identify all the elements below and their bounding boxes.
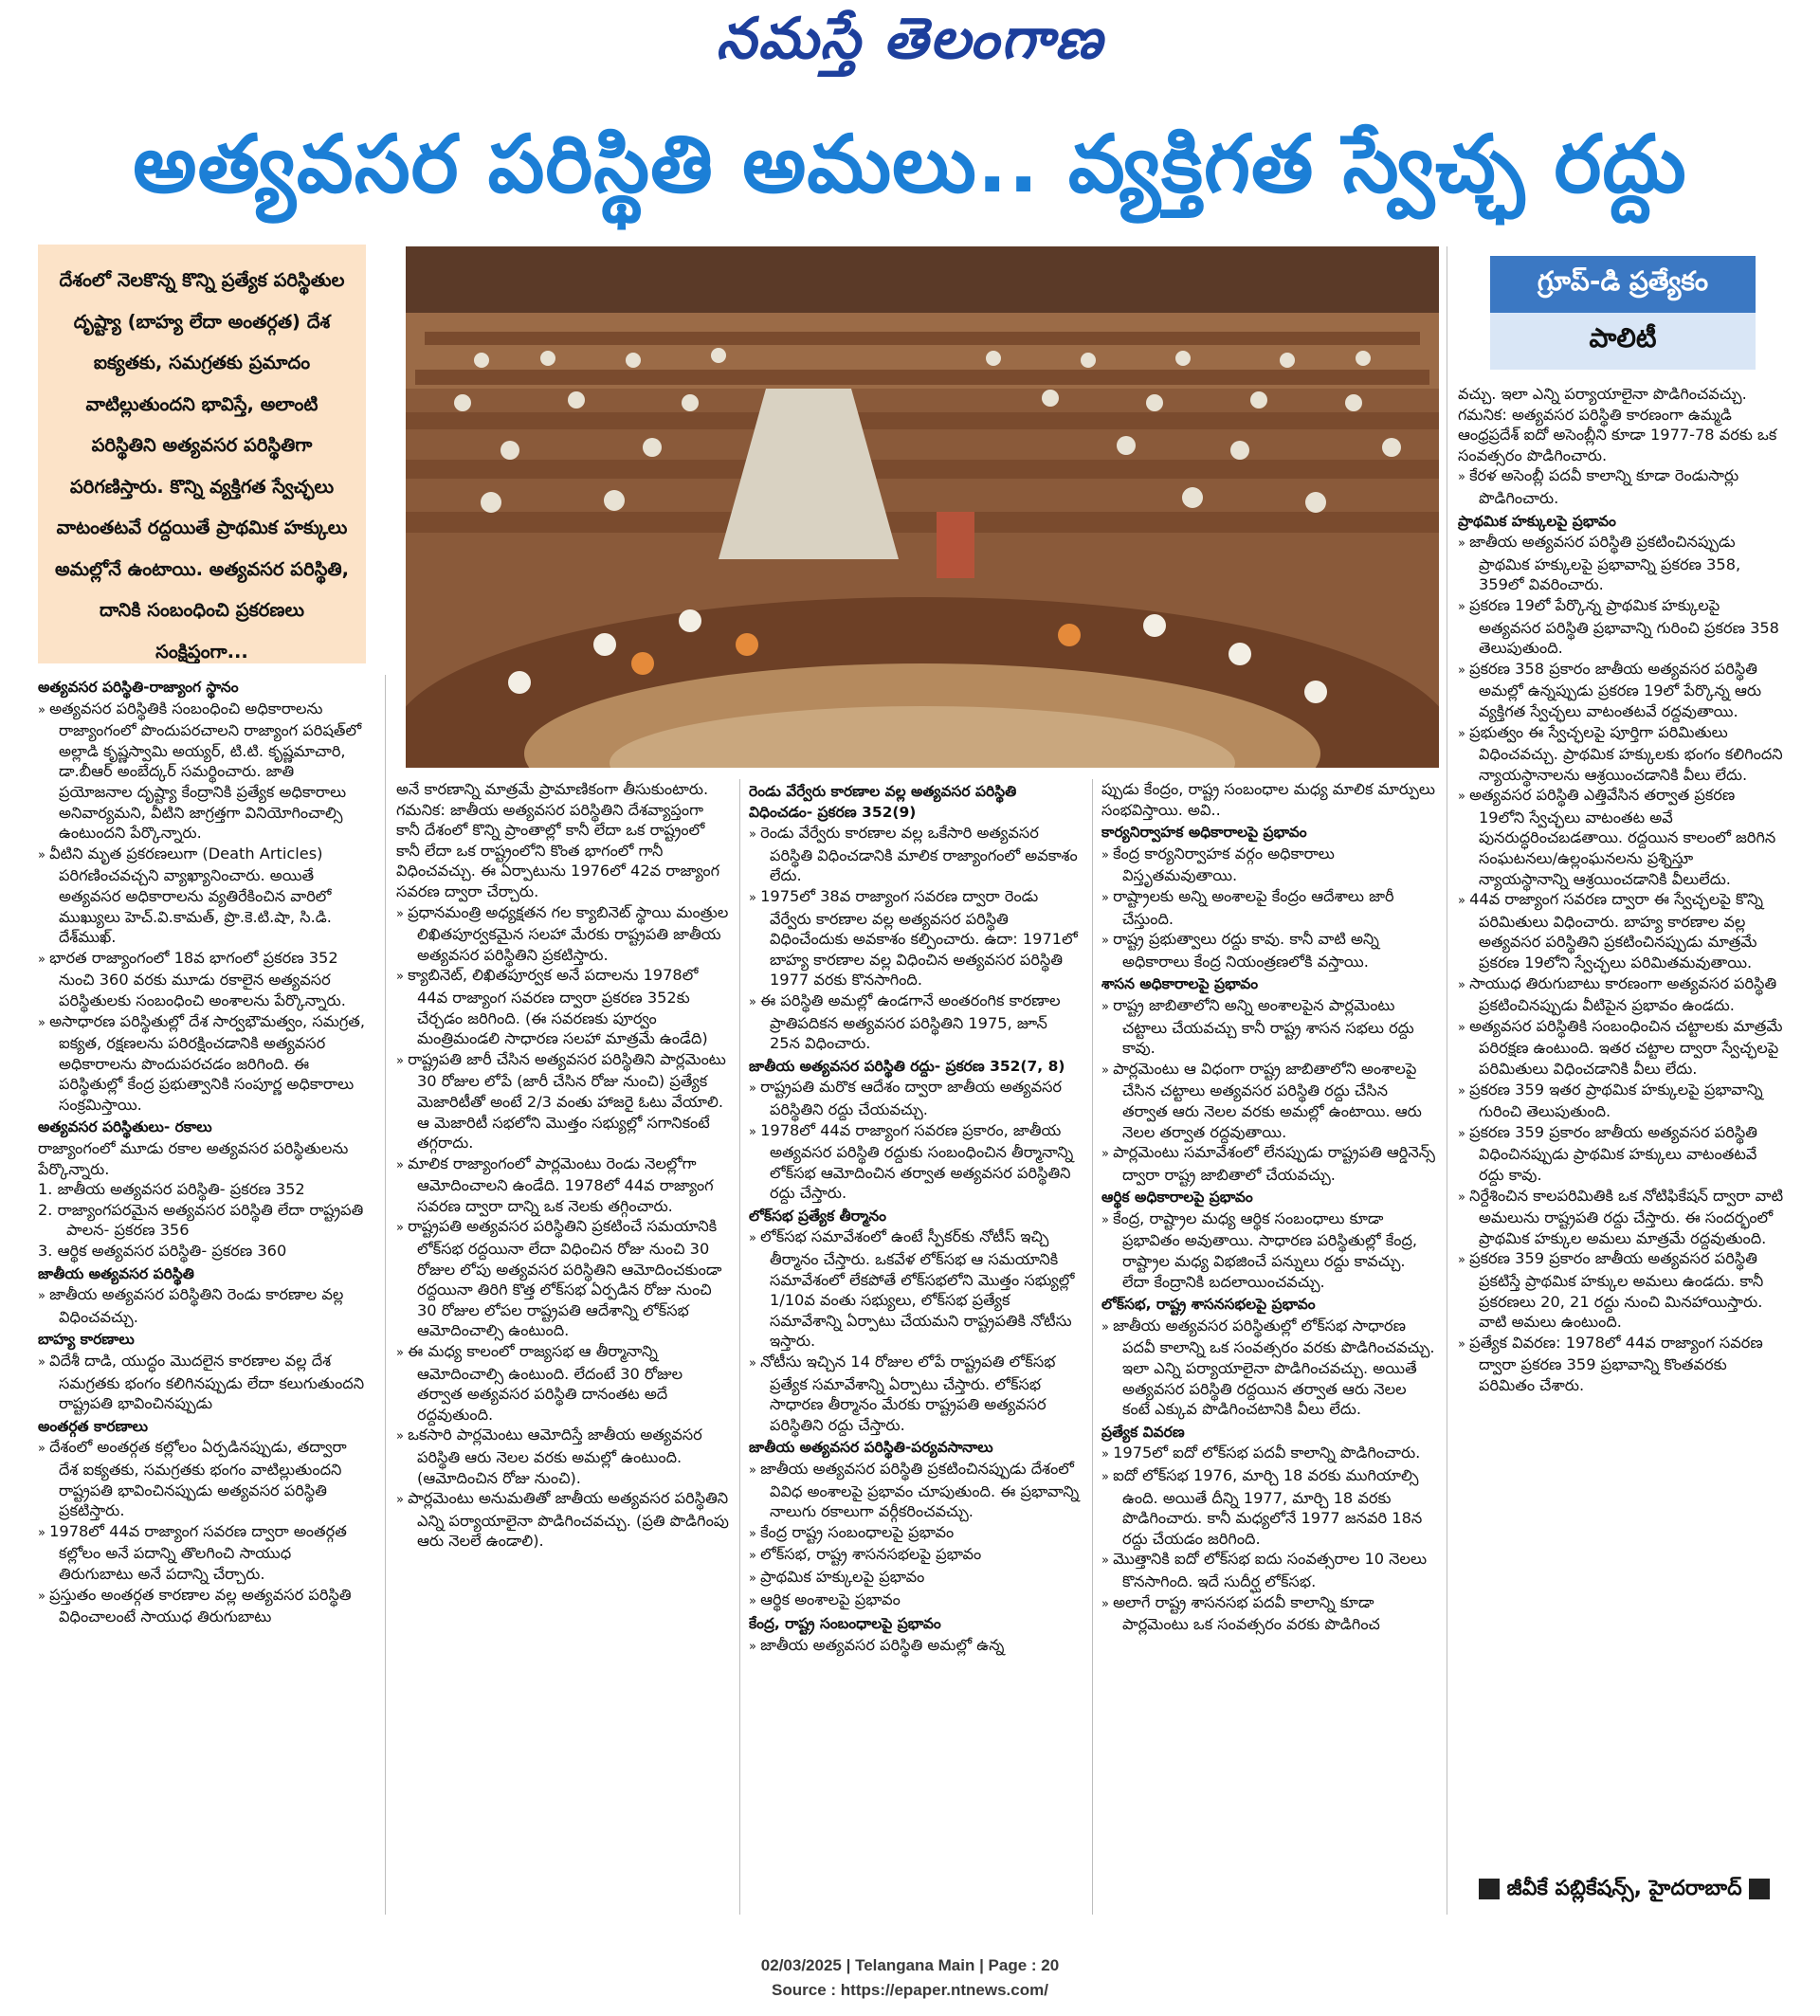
tag-group-d: గ్రూప్-డి ప్రత్యేకం — [1490, 256, 1756, 313]
bullet-icon: » — [1458, 894, 1470, 909]
bullet-icon: » — [1101, 847, 1114, 863]
bullet-icon: » — [749, 1571, 761, 1586]
bullet-paragraph: » ప్రకరణ 359 ఇతర ప్రాథమిక హక్కులపై ప్రభావాన్ని గురించి తెలుపుతుంది. — [1458, 1080, 1763, 1121]
paragraph: వచ్చు. ఇలా ఎన్ని పర్యాయాలైనా పొడిగించవచ్చు. — [1458, 385, 1747, 403]
bullet-paragraph: » ప్రకరణ 358 ప్రకారం జాతీయ అత్యవసర పరిస్థితి అమల్లో ఉన్నప్పుడు ప్రకరణ 19లో పేర్కొన్న ఆరు వ్యక్తిగత స్వేచ్ఛలు వాటంతటవే రద్దవుతాయి. — [1458, 659, 1762, 720]
bullet-paragraph: » ప్రధానమంత్రి అధ్యక్షతన గల క్యాబినెట్ స్థాయి మంత్రుల లిఖితపూర్వకమైన సలహా మేరకు రాష్ట్రపతి జాతీయ అత్యవసర పరిస్థితిని ప్రకటిస్తారు. — [396, 902, 729, 964]
bullet-icon: » — [1458, 1126, 1470, 1141]
bullet-icon: » — [1101, 1553, 1114, 1569]
numbered-item: 1. జాతీయ అత్యవసర పరిస్థితి- ప్రకరణ 352 — [38, 1180, 305, 1199]
bullet-paragraph: » 1975లో ఐదో లోక్‌సభ పదవీ కాలాన్ని పొడిగించారు. — [1101, 1444, 1421, 1462]
section-heading: జాతీయ అత్యవసర పరిస్థితి-పర్యవసానాలు — [749, 1439, 993, 1457]
bullet-paragraph: » రాష్ట్రపతి జారీ చేసిన అత్యవసర పరిస్థితిని పార్లమెంటు 30 రోజుల లోపే (జారీ చేసిన రోజు నుంచి) ప్రత్యేక మెజారిటీతో అంటే 2/3 వంతు హాజరై ఓటు వేయాలి. ఆ మెజారిటీ సభలోని మొత్తం సభ్యుల్లో సగానికంటే తగ్గరాదు. — [396, 1049, 726, 1153]
bullet-icon: » — [749, 827, 761, 843]
bullet-paragraph: » ప్రభుత్వం ఈ స్వేచ్ఛలపై పూర్తిగా పరిమితులు విధించవచ్చు. ప్రాథమిక హక్కులకు భంగం కలిగిందని న్యాయస్థానాలను ఆశ్రయించడానికి వీలు లేదు. — [1458, 722, 1783, 784]
bullet-paragraph: » నోటీసు ఇచ్చిన 14 రోజుల లోపే రాష్ట్రపతి లోక్‌సభ ప్రత్యేక సమావేశాన్ని ఏర్పాటు చేస్తారు. లోక్‌సభ సాధారణ తీర్మానం మేరకు రాష్ట్రపతి అత్యవసర పరిస్థితిని రద్దు చేస్తారు. — [749, 1353, 1056, 1434]
article-column-3 — [749, 779, 1083, 1915]
article-column-1 — [38, 675, 366, 1915]
column-divider — [1092, 779, 1093, 1915]
masthead-logo: నమస్తే తెలంగాణ — [716, 6, 1104, 72]
bullet-icon: » — [1101, 1147, 1114, 1162]
article-column-5 — [1458, 384, 1785, 1867]
bullet-paragraph: » ప్రకరణ 19లో పేర్కొన్న ప్రాథమిక హక్కులపై అత్యవసర పరిస్థితి ప్రభావాన్ని గురించి ప్రకరణ 358 తెలుపుతుంది. — [1458, 595, 1779, 658]
article-column-4 — [1101, 779, 1435, 1915]
bullet-paragraph: » అత్యవసర పరిస్థితికి సంబంధించిన చట్టాలకు మాత్రమే పరిరక్షణ ఉంటుంది. ఇతర చట్టాల ద్వారా స్వేచ్ఛలపై పరిమితులు విధించడానికి వీలు లేదు. — [1458, 1016, 1783, 1078]
bullet-icon: » — [749, 1356, 761, 1371]
bullet-icon: » — [1458, 599, 1470, 614]
bullet-icon: » — [1101, 999, 1114, 1014]
source-url: Source : https://epaper.ntnews.com/ — [772, 1981, 1048, 1999]
bullet-paragraph: » జాతీయ అత్యవసర పరిస్థితుల్లో లోక్‌సభ సాధారణ పదవీ కాలాన్ని ఒక సంవత్సరం వరకు పొడిగించవచ్చు. ఇలా ఎన్ని పర్యాయాలైనా పొడిగించవచ్చు. అయితే అత్యవసర పరిస్థితి రద్దయిన తర్వాత ఆరు నెలల కంటే ఎక్కువ పొడిగించటానికి వీలు లేదు. — [1101, 1316, 1435, 1419]
numbered-item: 3. ఆర్థిక అత్యవసర పరిస్థితి- ప్రకరణ 360 — [38, 1242, 287, 1261]
section-heading: కార్యనిర్వాహక అధికారాలపై ప్రభావం — [1101, 824, 1307, 842]
bullet-icon: » — [1101, 1062, 1114, 1078]
bullet-paragraph: » పార్లమెంటు అనుమతితో జాతీయ అత్యవసర పరిస్థితిని ఎన్ని పర్యాయాలైనా పొడిగించవచ్చు. (ప్రతి పొడిగింపు ఆరు నెలలే ఉండాలి). — [396, 1489, 729, 1551]
bullet-icon: » — [749, 1593, 761, 1608]
bullet-icon: » — [396, 1493, 409, 1508]
section-heading: ప్రాథమిక హక్కులపై ప్రభావం — [1458, 512, 1616, 530]
bullet-icon: » — [38, 1289, 50, 1304]
section-heading: ఆర్థిక అధికారాలపై ప్రభావం — [1101, 1189, 1253, 1207]
bullet-paragraph: » ప్రత్యేక వివరణ: 1978లో 44వ రాజ్యాంగ సవరణ ద్వారా ప్రకరణ 359 ప్రభావాన్ని కొంతవరకు పరిమితం చేశారు. — [1458, 1333, 1763, 1394]
bullet-paragraph: » లోక్‌సభ, రాష్ట్ర శాసనసభలపై ప్రభావం — [749, 1545, 982, 1564]
bullet-icon: » — [749, 1526, 761, 1541]
section-heading: లోక్‌సభ ప్రత్యేక తీర్మానం — [749, 1207, 886, 1225]
bullet-icon: » — [749, 1639, 761, 1654]
section-heading: అంతర్గత కారణాలు — [38, 1417, 149, 1435]
numbered-item: 2. రాజ్యాంగపరమైన అత్యవసర పరిస్థితి లేదా రాష్ట్రపతి పాలన- ప్రకరణ 356 — [38, 1200, 364, 1240]
section-heading: బాహ్య కారణాలు — [38, 1331, 135, 1349]
bullet-paragraph: » ప్రాథమిక హక్కులపై ప్రభావం — [749, 1567, 925, 1586]
bullet-paragraph: » రాష్ట్రాలకు అన్ని అంశాలపై కేంద్రం ఆదేశాలు జారీ చేస్తుంది. — [1101, 886, 1394, 928]
bullet-icon: » — [396, 1429, 409, 1444]
bullet-icon: » — [396, 1346, 409, 1361]
bullet-paragraph: » రాష్ట్ర ప్రభుత్వాలు రద్దు కావు. కానీ వాటి అన్ని అధికారాలు కేంద్ర నియంత్రణలోకి వస్తాయి. — [1101, 930, 1379, 971]
bullet-icon: » — [1458, 726, 1470, 741]
bullet-icon: » — [396, 1221, 409, 1236]
paragraph: ప్పుడు కేంద్రం, రాష్ట్ర సంబంధాల మధ్య మాలిక మార్పులు సంభవిస్తాయి. అవి.. — [1101, 780, 1435, 819]
section-heading: అత్యవసర పరిస్థితి-రాజ్యాంగ స్థానం — [38, 679, 239, 696]
bullet-paragraph: » ప్రస్తుతం అంతర్గత కారణాల వల్ల అత్యవసర పరిస్థితి విధించాలంటే సాయుధ తిరుగుబాటు — [38, 1585, 352, 1626]
intro-box: దేశంలో నెలకొన్న కొన్ని ప్రత్యేక పరిస్థితుల దృష్ట్యా (బాహ్య లేదా అంతర్గత) దేశ ఐక్యతకు, సమగ్రతకు ప్రమాదం వాటిల్లుతుందని భావిస్తే, అలాంటి పరిస్థితిని అత్యవసర పరిస్థితిగా పరిగణిస్తారు. కొన్ని వ్యక్తిగత స్వేచ్ఛలు వాటంతటవే రద్దయితే ప్రాథమిక హక్కులు అమల్లోనే ఉంటాయి. అత్యవసర పరిస్థితి, దానికి సంబంధించి ప్రకరణలు సంక్షిప్తంగా... — [38, 245, 366, 663]
bullet-paragraph: » కేంద్ర రాష్ట్ర సంబంధాలపై ప్రభావం — [749, 1522, 955, 1541]
bullet-icon: » — [38, 1525, 50, 1540]
bullet-icon: » — [1101, 1447, 1114, 1462]
bullet-icon: » — [1101, 1470, 1114, 1484]
bullet-icon: » — [749, 1231, 761, 1246]
tag-polity: పాలిటీ — [1490, 313, 1756, 370]
bullet-icon: » — [1101, 1319, 1114, 1335]
section-heading: శాసన అధికారాలపై ప్రభావం — [1101, 975, 1259, 993]
bullet-icon: » — [749, 1081, 761, 1097]
bullet-icon: » — [1101, 1212, 1114, 1227]
bullet-paragraph: » జాతీయ అత్యవసర పరిస్థితి ప్రకటించినప్పుడు దేశంలో వివిధ అంశాలపై ప్రభావం చూపుతుంది. ఈ ప్రభావాన్ని నాలుగు రకాలుగా వర్గీకరించవచ్చు. — [749, 1460, 1080, 1521]
bullet-paragraph: » ప్రకరణ 359 ప్రకారం జాతీయ అత్యవసర పరిస్థితి ప్రకటిస్తే ప్రాథమిక హక్కుల అమలు ఉండదు. కానీ ప్రకరణలు 20, 21 రద్దు నుంచి మినహాయిస్తారు. వాటి అమలు ఉంటుంది. — [1458, 1249, 1764, 1332]
bullet-icon: » — [396, 970, 409, 985]
bullet-paragraph: » అత్యవసర పరిస్థితి ఎత్తివేసిన తర్వాత ప్రకరణ 19లోని స్వేచ్ఛలు వాటంతట అవే పునరుద్ధరించబడతాయి. రద్దయిన కాలంలో జరిగిన సంఘటనలు/ఉల్లంఘనలను ప్రశ్నిస్తూ న్యాయస్థానాన్ని ఆశ్రయించడానికి వీలులేదు. — [1458, 786, 1776, 888]
bullet-paragraph: » అలాగే రాష్ట్ర శాసనసభ పదవీ కాలాన్ని కూడా పార్లమెంటు ఒక సంవత్సరం వరకు పొడిగించ — [1101, 1592, 1380, 1634]
bullet-paragraph: » రాష్ట్ర జాబితాలోని అన్ని అంశాలపైన పార్లమెంటు చట్టాలు చేయవచ్చు కానీ రాష్ట్ర శాసన సభలు రద్దు కావు. — [1101, 995, 1414, 1058]
bullet-icon: » — [1458, 470, 1470, 485]
page-headline: అత్యవసర పరిస్థితి అమలు.. వ్యక్తిగత స్వేచ్ఛ రద్దు — [133, 118, 1687, 210]
bullet-paragraph: » జాతీయ అత్యవసర పరిస్థితి అమల్లో ఉన్న — [749, 1635, 1005, 1654]
bullet-icon: » — [1458, 1253, 1470, 1268]
paragraph: రాజ్యాంగంలో మూడు రకాల అత్యవసర పరిస్థితులను పేర్కొన్నారు. — [38, 1139, 349, 1178]
bullet-icon: » — [38, 1355, 50, 1370]
bullet-icon: » — [749, 1463, 761, 1478]
bullet-icon: » — [749, 994, 761, 1009]
paragraph: గమనిక: జాతీయ అత్యవసర పరిస్థితిని దేశవ్యాప్తంగా కానీ దేశంలో కొన్ని ప్రాంతాల్లో కానీ లేదా ఒక రాష్ట్రంలో కానీ లేదా ఒక రాష్ట్రంలోని కొంత భాగంలో గానీ విధించవచ్చు. ఈ ఏర్పాటును 1976లో 42వ రాజ్యాంగ సవరణ ద్వారా చేర్చారు. — [396, 800, 720, 900]
section-heading: ప్రత్యేక వివరణ — [1101, 1423, 1185, 1441]
bullet-paragraph: » ఆర్థిక అంశాలపై ప్రభావం — [749, 1589, 901, 1608]
bullet-icon: » — [38, 1442, 50, 1457]
bullet-paragraph: » కేరళ అసెంబ్లీ పదవీ కాలాన్ని కూడా రెండుసార్లు పొడిగించారు. — [1458, 466, 1739, 507]
bullet-icon: » — [38, 1015, 50, 1030]
bullet-paragraph: » పార్లమెంటు సమావేశంలో లేనప్పుడు రాష్ట్రపతి ఆర్డినెన్స్ ద్వారా రాష్ట్ర జాబితాలో చేయవచ్చు. — [1101, 1143, 1435, 1184]
paragraph: అనే కారణాన్ని మాత్రమే ప్రామాణికంగా తీసుకుంటారు. — [396, 780, 709, 798]
section-tag — [1490, 256, 1756, 370]
section-heading: కేంద్ర, రాష్ట్ర సంబంధాలపై ప్రభావం — [749, 1615, 941, 1633]
bullet-paragraph: » 1978లో 44వ రాజ్యాంగ సవరణ ద్వారా అంతర్గత కల్లోలం అనే పదాన్ని తొలగించి సాయుధ తిరుగుబాటు అనే పదాన్ని చేర్చారు. — [38, 1521, 347, 1583]
bullet-paragraph: » దేశంలో అంతర్గత కల్లోలం ఏర్పడినప్పుడు, తద్వారా దేశ ఐక్యతకు, సమగ్రతకు భంగం వాటిల్లుతుందని రాష్ట్రపతి భావించినప్పుడు అత్యవసర పరిస్థితి ప్రకటిస్తారు. — [38, 1438, 347, 1520]
bullet-icon: » — [749, 890, 761, 905]
bullet-paragraph: » రెండు వేర్వేరు కారణాల వల్ల ఒకేసారి అత్యవసర పరిస్థితి విధించడానికి మాలిక రాజ్యాంగంలో అవకాశం లేదు. — [749, 824, 1078, 885]
bullet-icon: » — [396, 906, 409, 921]
section-heading: లోక్‌సభ, రాష్ట్ర శాసనసభలపై ప్రభావం — [1101, 1296, 1316, 1314]
bullet-icon: » — [396, 1053, 409, 1068]
bullet-icon: » — [1101, 890, 1114, 905]
bullet-paragraph: » 1978లో 44వ రాజ్యాంగ సవరణ ప్రకారం, జాతీయ అత్యవసర పరిస్థితి రద్దుకు సంబంధించిన తీర్మానాన్ని లోక్‌సభ ఆమోదించిన తర్వాత అత్యవసర పరిస్థితిని రద్దు చేస్తారు. — [749, 1120, 1074, 1203]
bullet-paragraph: » విదేశీ దాడి, యుద్ధం మొదలైన కారణాల వల్ల దేశ సమగ్రతకు భంగం కలిగినప్పుడు లేదా కలుగుతుందని రాష్ట్రపతి భావించినప్పుడు — [38, 1352, 365, 1413]
bullet-paragraph: » కేంద్ర, రాష్ట్రాల మధ్య ఆర్థిక సంబంధాలు కూడా ప్రభావితం అవుతాయి. సాధారణ పరిస్థితుల్లో కేంద్ర, రాష్ట్రాల మధ్య విభజించే పన్నులు రద్దు కావచ్చు. లేదా కేంద్రానికి బదలాయించవచ్చు. — [1101, 1208, 1418, 1291]
article-column-2 — [396, 779, 730, 1915]
bullet-icon: » — [749, 1549, 761, 1564]
bullet-icon: » — [38, 952, 50, 967]
bullet-icon: » — [1458, 790, 1470, 805]
bullet-icon: » — [1458, 1020, 1470, 1035]
section-heading: రెండు వేర్వేరు కారణాల వల్ల అత్యవసర పరిస్థితి విధించడం- ప్రకరణ 352(9) — [749, 783, 1017, 821]
bullet-icon: » — [396, 1157, 409, 1172]
bullet-paragraph: » మాలిక రాజ్యాంగంలో పార్లమెంటు రెండు నెలల్లోగా ఆమోదించాలని ఉండేది. 1978లో 44వ రాజ్యాంగ సవరణ ద్వారా దాన్ని ఒక నెలకు తగ్గించారు. — [396, 1153, 714, 1215]
bullet-paragraph: » క్యాబినెట్, లిఖితపూర్వక అనే పదాలను 1978లో 44వ రాజ్యాంగ సవరణ ద్వారా ప్రకరణ 352కు చేర్చడం జరిగింది. (ఈ సవరణకు పూర్వం మంత్రిమండలి సాధారణ సలహా మాత్రమే ఉండేది) — [396, 966, 708, 1048]
bullet-icon: » — [38, 702, 50, 717]
bullet-paragraph: » ఈ మధ్య కాలంలో రాజ్యసభ ఆ తీర్మానాన్ని ఆమోదించాల్సి ఉంటుంది. లేదంటే 30 రోజుల తర్వాత అత్యవసర పరిస్థితి దానంతట అదే రద్దవుతుంది. — [396, 1342, 683, 1424]
bullet-icon: » — [1458, 536, 1470, 552]
bullet-paragraph: » రాష్ట్రపతి అత్యవసర పరిస్థితిని ప్రకటించే సమయానికి లోక్‌సభ రద్దయినా లేదా విధించిన రోజు నుంచి 30 రోజుల లోపు అత్యవసర పరిస్థితిని ఆమోదించకుండా రద్దయినా తిరిగి కొత్త లోక్‌సభ ఏర్పడిన రోజు నుంచి 30 రోజుల లోపల రాష్ట్రపతి ఆదేశాన్ని లోక్‌సభ ఆమోదించాల్సి ఉంటుంది. — [396, 1217, 722, 1340]
bullet-paragraph: » మొత్తానికి ఐదో లోక్‌సభ ఐదు సంవత్సరాల 10 నెలలు కొనసాగింది. ఇదే సుదీర్ఘ లోక్‌సభ. — [1101, 1550, 1428, 1590]
bullet-paragraph: » ఒకసారి పార్లమెంటు ఆమోదిస్తే జాతీయ అత్యవసర పరిస్థితి ఆరు నెలల వరకు అమల్లో ఉంటుంది. (ఆమోదించిన రోజు నుంచి). — [396, 1426, 702, 1487]
bullet-icon: » — [1458, 1336, 1470, 1352]
bullet-paragraph: » పార్లమెంటు ఆ విధంగా రాష్ట్ర జాబితాలోని అంశాలపై చేసిన చట్టాలు అత్యవసర పరిస్థితి రద్దు చేసిన తర్వాత ఆరు నెలల వరకు అమల్లో ఉంటాయి. ఆరు నెలల తర్వాత రద్దవుతాయి. — [1101, 1059, 1422, 1141]
paragraph: గమనిక: అత్యవసర పరిస్థితి కారణంగా ఉమ్మడి ఆంధ్రప్రదేశ్ ఐదో అసెంబ్లీని కూడా 1977-78 వరకు ఒక సంవత్సరం పొడిగించారు. — [1458, 405, 1777, 464]
section-heading: జాతీయ అత్యవసర పరిస్థితి — [38, 1264, 194, 1282]
byline: జీవీకే పబ్లికేషన్స్, హైదరాబాద్ — [1479, 1877, 1782, 1905]
bullet-icon: » — [1458, 977, 1470, 992]
bullet-icon: » — [749, 1124, 761, 1139]
section-heading: అత్యవసర పరిస్థితులు- రకాలు — [38, 1118, 212, 1136]
bullet-paragraph: » లోక్‌సభ సమావేశంలో ఉంటే స్పీకర్‌కు నోటీస్ ఇచ్చి తీర్మానం చేస్తారు. ఒకవేళ లోక్‌సభ ఆ సమయానికి సమావేశంలో లేకపోతే లోక్‌సభలోని మొత్తం సభ్యుల్లో 1/10వ వంతు సభ్యులు, లోక్‌సభ ప్రత్యేక సమావేశాన్ని ఏర్పాటు చేయమని రాష్ట్రపతికి నోటీసు ఇస్తారు. — [749, 1227, 1075, 1351]
bullet-paragraph: » అసాధారణ పరిస్థితుల్లో దేశ సార్వభౌమత్వం, సమగ్రత, ఐక్యత, రక్షణలను పరిరక్షించడానికి అత్యవసర అధికారాలను పొందుపరచడం జరిగింది. ఈ పరిస్థితుల్లో కేంద్ర ప్రభుత్వానికి సంపూర్ణ అధికారాలు సంక్రమిస్తాయి. — [38, 1011, 365, 1114]
bullet-paragraph: » జాతీయ అత్యవసర పరిస్థితిని రెండు కారణాల వల్ల విధించవచ్చు. — [38, 1285, 344, 1326]
bullet-paragraph: » నిర్దేశించిన కాలపరిమితికి ఒక నోటిఫికేషన్ ద్వారా వాటి అమలును రాష్ట్రపతి రద్దు చేస్తారు. ఈ సందర్భంలో ప్రాథమిక హక్కుల అమలు మాత్రమే రద్దవుతుంది. — [1458, 1186, 1784, 1247]
bullet-icon: » — [1458, 663, 1470, 678]
bullet-paragraph: » కేంద్ర కార్యనిర్వాహక వర్గం అధికారాలు విస్తృతమవుతాయి. — [1101, 844, 1335, 885]
bullet-paragraph: » ప్రకరణ 359 ప్రకారం జాతీయ అత్యవసర పరిస్థితి విధించినప్పుడు ప్రాథమిక హక్కులు వాటంతటవే రద్దు కావు. — [1458, 1122, 1757, 1184]
bullet-paragraph: » 44వ రాజ్యాంగ సవరణ ద్వారా ఈ స్వేచ్ఛలపై కొన్ని పరిమితులు విధించారు. బాహ్య కారణాల వల్ల అత్యవసర పరిస్థితిని ప్రకటించినప్పుడు మాత్రమే ప్రకరణ 19లోని స్వేచ్ఛలు పరిమితమవుతాయి. — [1458, 890, 1763, 972]
bullet-paragraph: » సాయుధ తిరుగుబాటు కారణంగా అత్యవసర పరిస్థితి ప్రకటించినప్పుడు వీటిపైన ప్రభావం ఉండదు. — [1458, 973, 1777, 1015]
bullet-icon: » — [1458, 1083, 1470, 1099]
bullet-icon: » — [38, 1589, 50, 1604]
bullet-paragraph: » రాష్ట్రపతి మరొక ఆదేశం ద్వారా జాతీయ అత్యవసర పరిస్థితిని రద్దు చేయవచ్చు. — [749, 1078, 1063, 1118]
bullet-icon: » — [1101, 1596, 1114, 1611]
bullet-paragraph: » 1975లో 38వ రాజ్యాంగ సవరణ ద్వారా రెండు వేర్వేరు కారణాల వల్ల అత్యవసర పరిస్థితి విధించేందుకు అవకాశం కల్పించారు. ఉదా: 1971లో బాహ్య కారణాల వల్ల విధించిన అత్యవసర పరిస్థితి 1977 వరకు కొనసాగింది. — [749, 886, 1078, 990]
bullet-icon: » — [38, 847, 50, 863]
bullet-paragraph: » జాతీయ అత్యవసర పరిస్థితి ప్రకటించినప్పుడు ప్రాథమిక హక్కులపై ప్రభావాన్ని ప్రకరణ 358, 359లో వివరించారు. — [1458, 533, 1741, 594]
section-heading: జాతీయ అత్యవసర పరిస్థితి రద్దు- ప్రకరణ 352(7, 8) — [749, 1057, 1065, 1075]
bullet-paragraph: » ఐదో లోక్‌సభ 1976, మార్చి 18 వరకు ముగియాల్సి ఉంది. అయితే దీన్ని 1977, మార్చి 18 వరకు పొడిగించారు. కానీ మధ్యలోనే 1977 జనవరి 18న రద్దు చేయడం జరిగింది. — [1101, 1466, 1423, 1548]
bullet-paragraph: » వీటిని మృత ప్రకరణలుగా (Death Articles) పరిగణించవచ్చని వ్యాఖ్యానించారు. అయితే అత్యవసర అధికారాలను వ్యతిరేకించిన వారిలో ముఖ్యులు హెచ్.వి.కామత్, ప్రొ.కె.టి.షా, సి.డి. దేశ్‌ముఖ్. — [38, 844, 332, 947]
bullet-paragraph: » అత్యవసర పరిస్థితికి సంబంధించి అధికారాలను రాజ్యాంగంలో పొందుపరచాలని రాజ్యాంగ పరిషత్‌లో అల్లాడి కృష్ణస్వామి అయ్యర్, టి.టి. కృష్ణమాచారి, డా.బీఆర్ అంబేద్కర్ సమర్థించారు. జాతి ప్రయోజనాల దృష్ట్యా కేంద్రానికి ప్రత్యేక అధికారాలు అనివార్యమని, వీటిని జాగ్రత్తగా వినియోగించాల్సి ఉంటుందని పేర్కొన్నారు. — [38, 699, 362, 843]
column-divider — [385, 675, 386, 1915]
column-divider — [739, 779, 740, 1915]
parliament-photo — [406, 246, 1439, 768]
bullet-icon: » — [1101, 934, 1114, 949]
bullet-paragraph: » ఈ పరిస్థితి అమల్లో ఉండగానే అంతరంగిక కారణాల ప్రాతిపదికన అత్యవసర పరిస్థితిని 1975, జూన్ 25న విధించారు. — [749, 990, 1061, 1053]
dateline: 02/03/2025 | Telangana Main | Page : 20 — [760, 1956, 1060, 1974]
bullet-paragraph: » భారత రాజ్యాంగంలో 18వ భాగంలో ప్రకరణ 352 నుంచి 360 వరకు మూడు రకాలైన అత్యవసర పరిస్థితులకు సంబంధించి అంశాలను పేర్కొన్నారు. — [38, 948, 346, 1009]
bullet-icon: » — [1458, 1190, 1470, 1205]
